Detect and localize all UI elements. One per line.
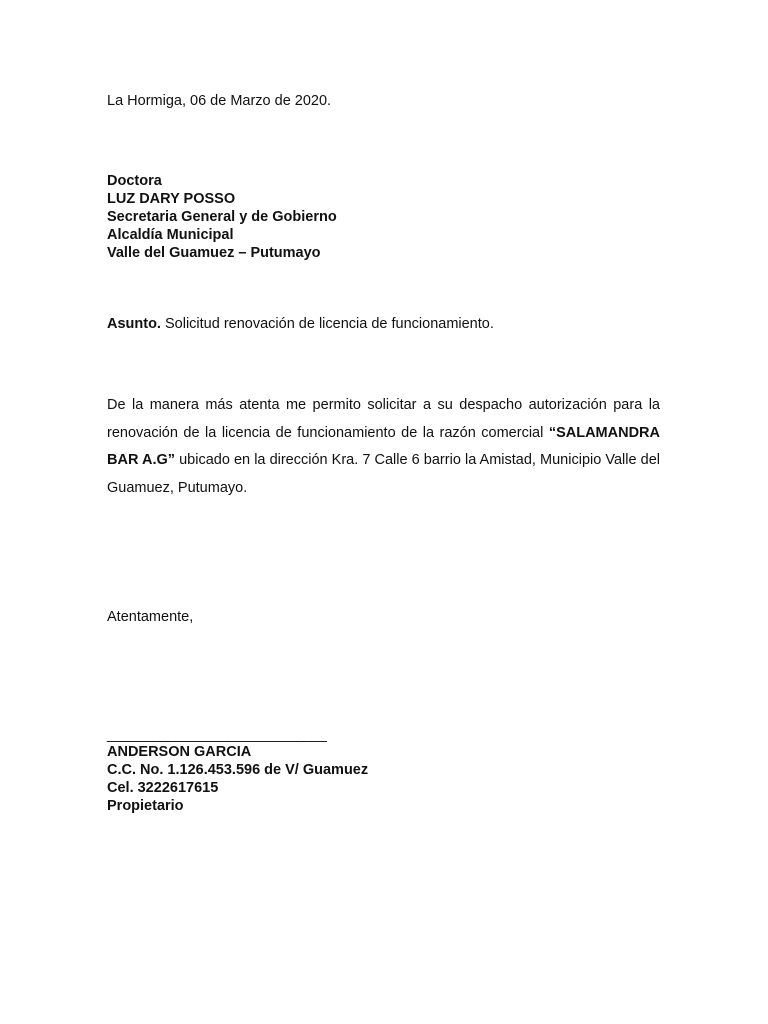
recipient-title: Doctora [107, 173, 162, 189]
signer-name: ANDERSON GARCIA [107, 744, 252, 760]
recipient-office: Alcaldía Municipal [107, 227, 234, 243]
recipient-position: Secretaria General y de Gobierno [107, 209, 337, 225]
subject-text: Solicitud renovación de licencia de funcionamiento. [160, 316, 494, 332]
subject-line [107, 316, 494, 332]
body-text-part1: De la manera más atenta me permito solicitar a su despacho autorización para la renovación de la licencia de funcionamiento de la razón comercial [107, 397, 660, 441]
signer-id: C.C. No. 1.126.453.596 de V/ Guamuez [107, 762, 369, 778]
recipient-name: LUZ DARY POSSO [107, 191, 236, 207]
recipient-block [107, 172, 337, 262]
date-line: La Hormiga, 06 de Marzo de 2020. [107, 93, 332, 109]
subject-label: Asunto. [107, 316, 161, 332]
body-paragraph [107, 392, 660, 502]
signature-line: _____________________________ [107, 727, 327, 743]
business-name: “SALAMANDRA BAR A.G” [107, 424, 660, 468]
signer-block [107, 743, 368, 815]
signer-phone: Cel. 3222617615 [107, 780, 219, 796]
signer-role: Propietario [107, 798, 184, 814]
recipient-location: Valle del Guamuez – Putumayo [107, 245, 321, 261]
body-text-part2: ubicado en la dirección Kra. 7 Calle 6 barrio la Amistad, Municipio Valle del Guamuez, Putumayo. [107, 452, 660, 496]
closing-salutation: Atentamente, [107, 609, 194, 625]
